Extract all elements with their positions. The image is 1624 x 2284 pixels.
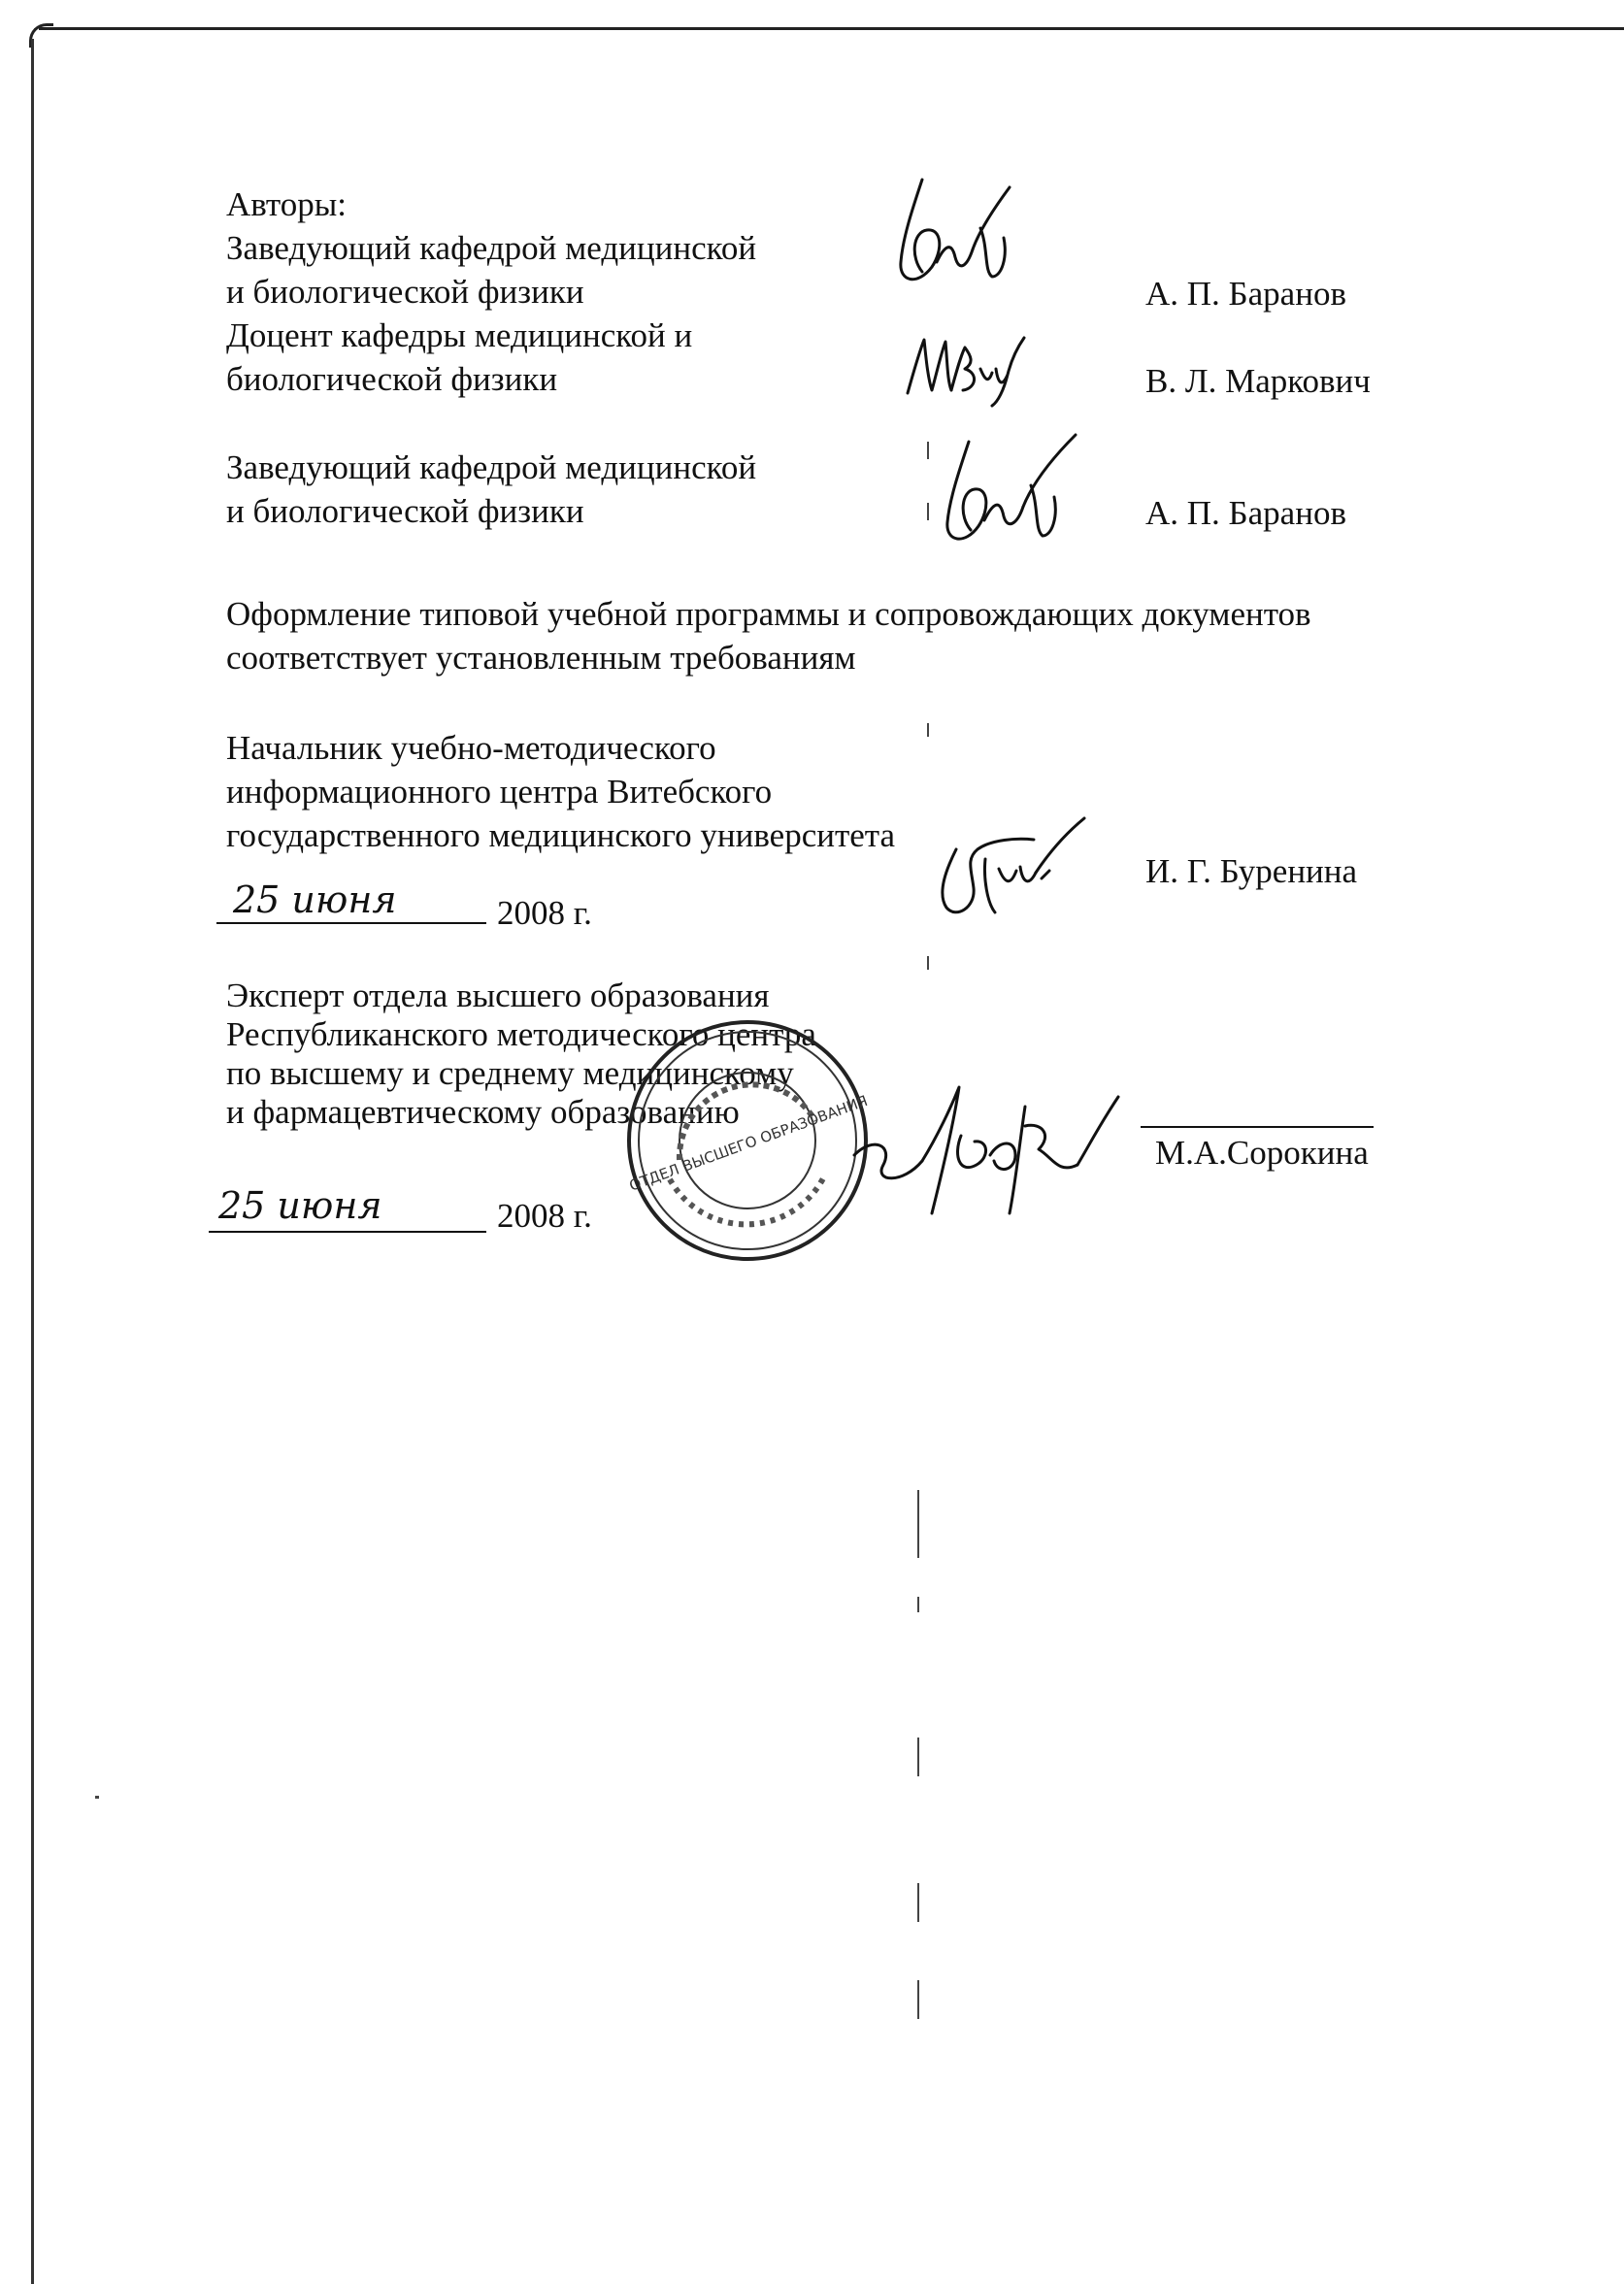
expert-signature-line bbox=[1141, 1126, 1374, 1128]
center-head-line3: государственного медицинского университета bbox=[226, 816, 896, 854]
scan-artifact bbox=[917, 1738, 919, 1776]
author-2-name: В. Л. Маркович bbox=[1145, 362, 1371, 400]
official-stamp bbox=[621, 1014, 874, 1267]
center-head-date-year: 2008 г. bbox=[497, 894, 592, 932]
scan-artifact bbox=[917, 1883, 919, 1922]
scan-artifact bbox=[917, 1490, 919, 1558]
signature-baranov-2 bbox=[932, 427, 1087, 548]
expert-date-line bbox=[209, 1231, 486, 1233]
scan-edge-top bbox=[39, 27, 1624, 30]
expert-line4: и фармацевтическому образованию bbox=[226, 1093, 740, 1131]
center-head-line2: информационного центра Витебского bbox=[226, 773, 773, 811]
expert-name: М.А.Сорокина bbox=[1155, 1134, 1369, 1172]
scan-artifact bbox=[927, 723, 929, 737]
scan-artifact bbox=[917, 1597, 919, 1612]
expert-date-year: 2008 г. bbox=[497, 1197, 592, 1235]
signature-burenina bbox=[927, 811, 1092, 927]
expert-line1: Эксперт отдела высшего образования bbox=[226, 976, 770, 1014]
expert-line2: Республиканского методического центра bbox=[226, 1015, 816, 1053]
center-head-date-line bbox=[216, 922, 486, 924]
head-name: А. П. Баранов bbox=[1145, 494, 1346, 532]
center-head-name: И. Г. Буренина bbox=[1145, 852, 1358, 890]
scan-edge-left bbox=[31, 39, 34, 2284]
stamp-center-text: ОТДЕЛ ВЫСШЕГО ОБРАЗОВАНИЯ bbox=[626, 1091, 871, 1195]
scan-artifact bbox=[927, 442, 929, 459]
authors-heading: Авторы: bbox=[226, 185, 348, 223]
author-1-position-line2: и биологической физики bbox=[226, 273, 584, 311]
scan-artifact bbox=[95, 1796, 99, 1799]
author-1-name: А. П. Баранов bbox=[1145, 275, 1346, 313]
head-position-line1: Заведующий кафедрой медицинской bbox=[226, 448, 757, 486]
head-position-line2: и биологической физики bbox=[226, 492, 584, 530]
center-head-date-handwritten: 25 июня bbox=[233, 878, 397, 921]
signature-baranov-1 bbox=[883, 170, 1029, 296]
expert-date-handwritten: 25 июня bbox=[218, 1184, 382, 1227]
scan-artifact bbox=[927, 503, 929, 520]
author-1-position-line1: Заведующий кафедрой медицинской bbox=[226, 229, 757, 267]
compliance-line1: Оформление типовой учебной программы и сопровождающих документов bbox=[226, 595, 1311, 633]
scan-artifact bbox=[927, 956, 929, 970]
scan-artifact bbox=[917, 1980, 919, 2019]
signature-sorokina bbox=[845, 1068, 1126, 1233]
center-head-line1: Начальник учебно-методического bbox=[226, 729, 716, 767]
compliance-line2: соответствует установленным требованиям bbox=[226, 639, 856, 677]
author-2-position-line2: биологической физики bbox=[226, 360, 558, 398]
author-2-position-line1: Доцент кафедры медицинской и bbox=[226, 316, 693, 354]
signature-markovich bbox=[903, 330, 1029, 408]
expert-line3: по высшему и среднему медицинскому bbox=[226, 1054, 794, 1092]
